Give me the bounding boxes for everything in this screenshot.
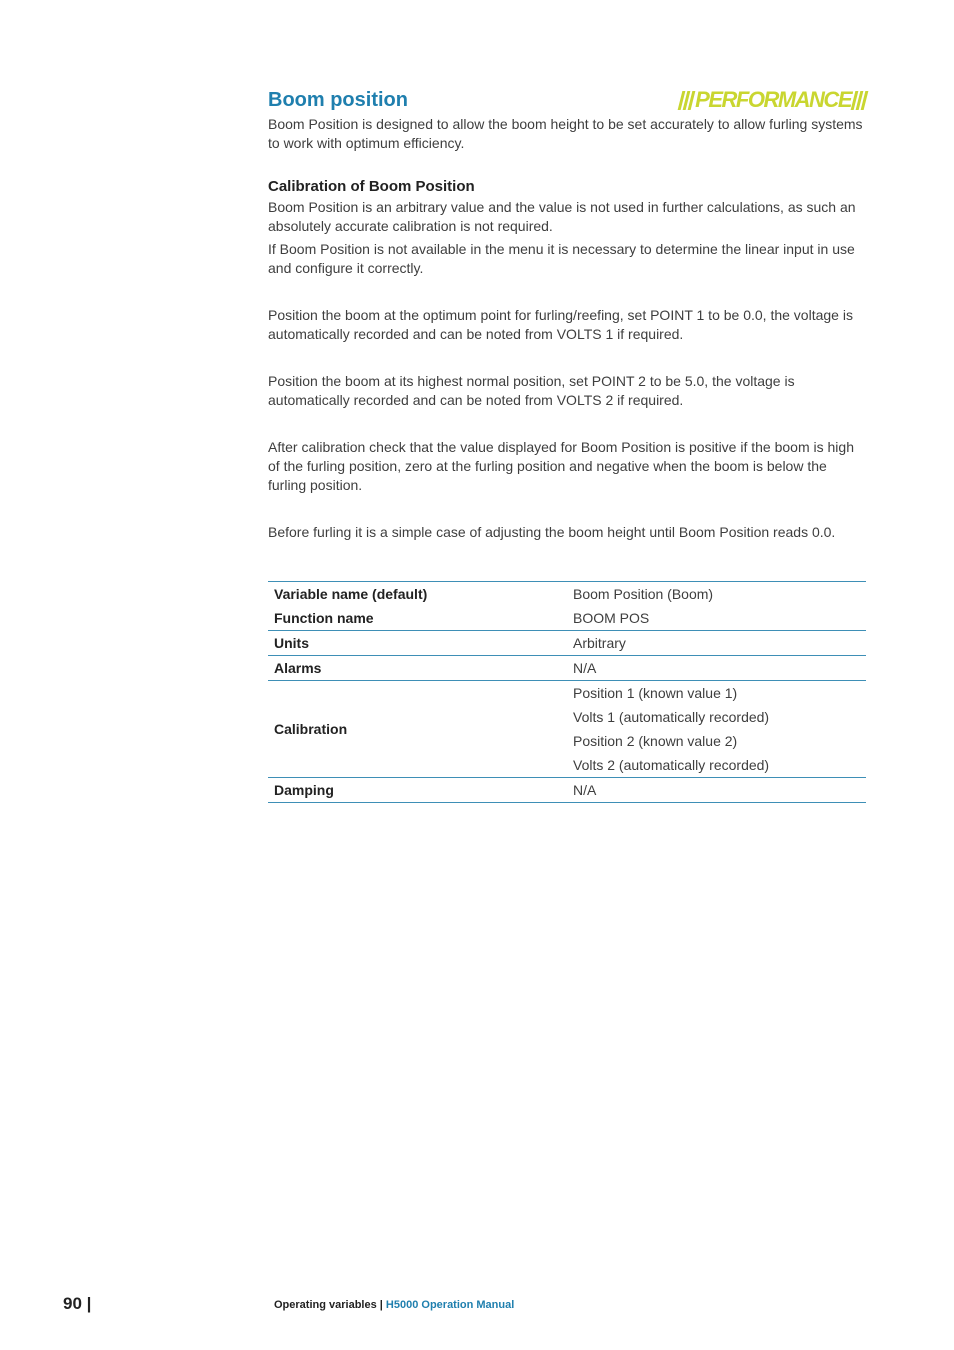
calibration-paragraph-2: If Boom Position is not available in the menu it is necessary to determine the linear input in use and configure it correctly. — [268, 241, 855, 276]
badge-stripes-left-icon — [678, 91, 696, 110]
table-row — [268, 582, 866, 607]
variable-table — [268, 581, 866, 803]
performance-badge — [680, 88, 866, 112]
damping-value: N/A — [567, 778, 866, 803]
table-row — [268, 631, 866, 656]
calibration-paragraph-6: Before furling it is a simple case of adjusting the boom height until Boom Position reads 0.0. — [268, 524, 836, 540]
intro-paragraph: Boom Position is designed to allow the boom height to be set accurately to allow furling systems to work with optimum efficiency. — [268, 116, 863, 151]
function-name-value: BOOM POS — [567, 606, 866, 631]
page-number: 90 | — [63, 1294, 92, 1313]
calibration-paragraph-3: Position the boom at the optimum point for furling/reefing, set POINT 1 to be 0.0, the voltage is automatically recorded and can be noted from VOLTS 1 if required. — [268, 307, 853, 342]
badge-label: PERFORMANCE — [695, 87, 851, 112]
calibration-value-3: Position 2 (known value 2) — [573, 733, 738, 749]
calibration-paragraph-4: Position the boom at its highest normal position, set POINT 2 to be 5.0, the voltage is automatically recorded and can be noted from VOLTS 2 if required. — [268, 373, 795, 408]
calibration-paragraph-1: Boom Position is an arbitrary value and the value is not used in further calculations, as such an absolutely accurate calibration is not required. — [268, 199, 856, 234]
footer-separator: | — [379, 1299, 383, 1311]
footer-manual-title: H5000 Operation Manual — [385, 1299, 515, 1311]
calibration-label: Calibration — [268, 681, 567, 778]
page-content — [268, 86, 866, 803]
function-name-label: Function name — [268, 606, 567, 631]
alarms-value: N/A — [567, 656, 866, 681]
calibration-heading: Calibration of Boom Position — [268, 178, 475, 195]
calibration-value-2: Volts 1 (automatically recorded) — [573, 709, 770, 725]
units-label: Units — [268, 631, 567, 656]
table-row — [268, 778, 866, 803]
footer-text — [274, 1296, 514, 1314]
calibration-value-1: Position 1 (known value 1) — [573, 685, 738, 701]
page-footer — [0, 1293, 954, 1315]
damping-label: Damping — [268, 778, 567, 803]
table-row — [268, 656, 866, 681]
alarms-label: Alarms — [268, 656, 567, 681]
variable-name-label: Variable name (default) — [268, 582, 567, 607]
badge-stripes-right-icon — [851, 91, 869, 110]
table-row — [268, 681, 866, 706]
variable-name-value: Boom Position (Boom) — [567, 582, 866, 607]
calibration-value-4: Volts 2 (automatically recorded) — [567, 753, 866, 778]
footer-section: Operating variables — [274, 1299, 377, 1311]
units-value: Arbitrary — [567, 631, 866, 656]
calibration-paragraph-5: After calibration check that the value displayed for Boom Position is positive if the boom is high of the furling position, zero at the furling position and negative when the boom is below the furling position. — [268, 439, 854, 493]
table-row — [268, 606, 866, 631]
heading-row — [268, 86, 866, 114]
page-title: Boom position — [268, 89, 408, 111]
